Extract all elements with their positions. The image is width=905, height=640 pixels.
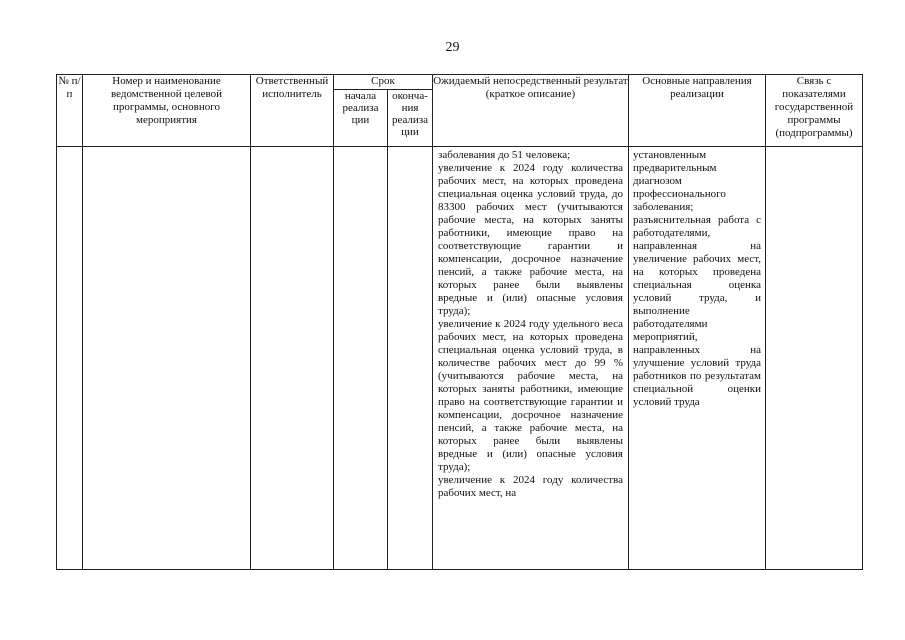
page-number: 29	[445, 40, 460, 55]
header-executor: Ответственный исполнитель	[251, 75, 334, 147]
cell-term-end	[388, 147, 433, 570]
header-program: Номер и наименование ведомственной целевой программы, основного мероприятия	[83, 75, 251, 147]
header-directions: Основные направления реализации	[629, 75, 766, 147]
header-result: Ожидаемый непосредственный результат (краткое описание)	[433, 75, 629, 147]
result-line: заболевания до 51 человека;	[438, 149, 571, 161]
cell-link	[766, 147, 863, 570]
cell-program	[83, 147, 251, 570]
cell-result	[433, 147, 629, 570]
result-line: увеличение к 2024 году количества рабочих мест, на	[438, 474, 623, 499]
cell-num	[57, 147, 83, 570]
result-line: увеличение к 2024 году количества рабочих мест, на которых проведена специальная оценка условий труда, до 83300 рабочих мест (учитываются рабочие места, на которых заняты работники, имеющие право на соответствующие гарантии и компенсации, досрочное назначение пенсий, а также рабочие места, на которых ранее были выявлены вредные и (или) опасные условия труда);	[438, 162, 623, 317]
header-term: Срок	[334, 75, 433, 90]
header-num: № п/п	[57, 75, 83, 147]
cell-executor	[251, 147, 334, 570]
direction-line: разъяснительная работа с работодателями, направленная на увеличение рабочих мест, на которых проведена специальная оценка условий труда, и выполнение работодателями мероприятий, направленных на улучшение условий труда работников по результатам специальной оценки условий труда	[633, 214, 761, 408]
direction-line: установленным предварительным диагнозом профессионального заболевания;	[633, 149, 726, 213]
cell-term-start	[334, 147, 388, 570]
cell-directions	[629, 147, 766, 570]
program-table	[56, 74, 863, 570]
header-term-start: начала реализа ции	[334, 90, 388, 147]
header-term-end: оконча-ния реализа ции	[388, 90, 433, 147]
header-link: Связь с показателями государственной программы (подпрограммы)	[766, 75, 863, 147]
table-row	[57, 147, 863, 570]
result-line: увеличение к 2024 году удельного веса рабочих мест, на которых проведена специальная оценка условий труда, в количестве рабочих мест до 99 % (учитываются рабочие места, на которых заняты работники, имеющие право на соответствующие гарантии и компенсации, досрочное назначение пенсий, а также рабочие места, на которых ранее были выявлены вредные и (или) опасные условия труда);	[438, 318, 623, 473]
